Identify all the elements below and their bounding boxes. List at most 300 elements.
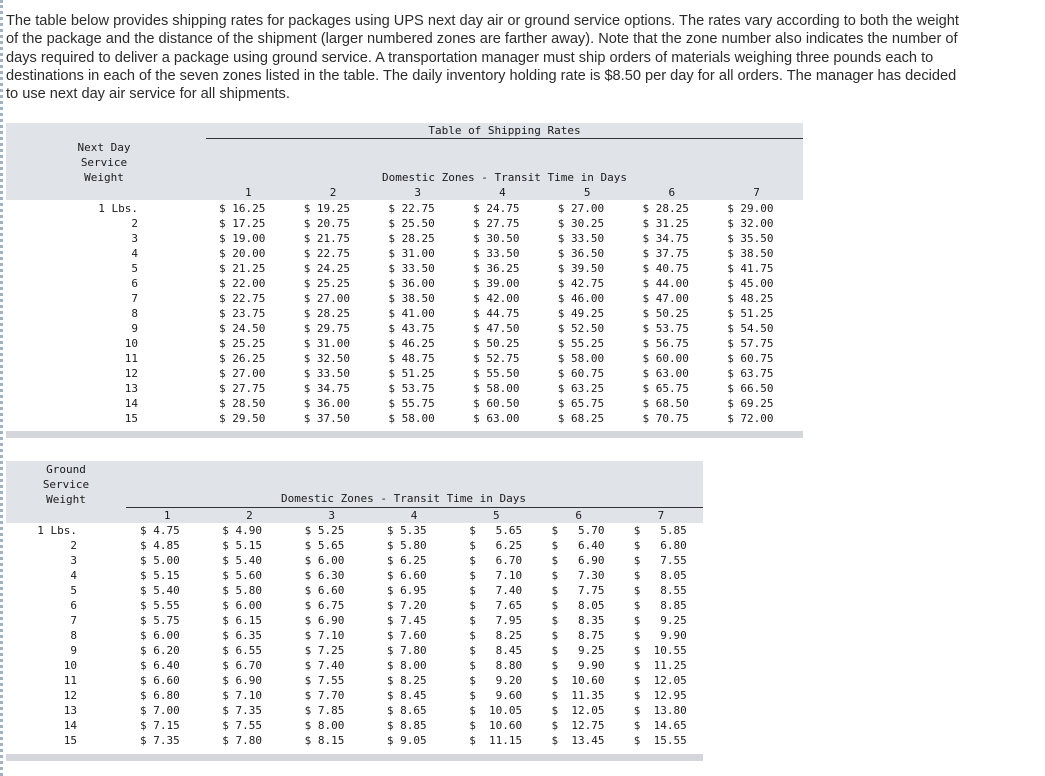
- rate-cell: $ 7.55: [633, 554, 687, 567]
- table-row: [6, 583, 703, 598]
- table-body: [6, 201, 803, 426]
- rate-cell: $ 5.80: [386, 539, 427, 552]
- row-weight-label: 14: [124, 397, 138, 410]
- rate-cell: $ 19.25: [303, 202, 351, 215]
- rate-cell: $ 8.85: [633, 599, 687, 612]
- rate-cell: $ 29.00: [727, 202, 774, 215]
- rate-cell: $ 5.55: [140, 599, 180, 612]
- row-header-line-2: Service: [42, 478, 90, 491]
- row-weight-label: 1 Lbs.: [98, 202, 138, 215]
- rate-cell: $ 8.35: [551, 614, 605, 627]
- rate-cell: $ 15.55: [633, 734, 687, 747]
- rate-cell: $ 5.40: [140, 584, 180, 597]
- rate-cell: $ 7.10: [222, 689, 263, 702]
- rate-cell: $ 28.50: [219, 397, 266, 410]
- table-row: [6, 523, 703, 538]
- row-weight-label: 14: [63, 719, 77, 732]
- row-weight-label: 6: [70, 599, 77, 612]
- row-header-line-1: Ground: [46, 463, 86, 476]
- rate-cell: $ 52.75: [473, 352, 520, 365]
- rate-cell: $ 27.00: [557, 202, 605, 215]
- rate-cell: $ 7.55: [222, 719, 263, 732]
- rate-cell: $ 7.20: [386, 599, 427, 612]
- zone-header-1: 1: [245, 186, 252, 199]
- table-row: [6, 658, 703, 673]
- rate-cell: $ 6.00: [140, 629, 180, 642]
- rate-cell: $ 46.25: [388, 337, 435, 350]
- table-row: [6, 276, 803, 291]
- table-row: [6, 261, 803, 276]
- table-row: [6, 231, 803, 246]
- rate-cell: $ 8.45: [469, 644, 523, 657]
- rate-cell: $ 7.55: [304, 674, 345, 687]
- rate-cell: $ 7.95: [469, 614, 523, 627]
- rate-cell: $ 65.75: [557, 397, 605, 410]
- rate-cell: $ 7.75: [551, 584, 605, 597]
- row-header-line-1: Next Day: [77, 141, 131, 154]
- row-header-line-3: Weight: [84, 171, 124, 184]
- rate-cell: $ 25.25: [303, 277, 351, 290]
- rate-cell: $ 66.50: [727, 382, 774, 395]
- rate-cell: $ 50.25: [642, 307, 689, 320]
- rate-cell: $ 10.55: [633, 644, 687, 657]
- rate-cell: $ 28.25: [642, 202, 689, 215]
- rate-cell: $ 29.75: [303, 322, 351, 335]
- rate-cell: $ 4.90: [222, 524, 263, 537]
- rate-cell: $ 27.75: [473, 217, 520, 230]
- table-row: [6, 568, 703, 583]
- ground-service-rate-table: [6, 461, 703, 761]
- rate-cell: $ 6.00: [304, 554, 345, 567]
- rate-cell: $ 5.35: [386, 524, 427, 537]
- rate-cell: $ 8.05: [633, 569, 687, 582]
- rate-cell: $ 22.75: [219, 292, 266, 305]
- rate-cell: $ 31.00: [388, 247, 435, 260]
- rate-cell: $ 8.05: [551, 599, 605, 612]
- rate-cell: $ 31.25: [642, 217, 689, 230]
- rate-cell: $ 30.25: [557, 217, 605, 230]
- table-row: [6, 351, 803, 366]
- rate-cell: $ 6.70: [469, 554, 523, 567]
- rate-cell: $ 8.25: [469, 629, 523, 642]
- rate-cell: $ 6.80: [633, 539, 687, 552]
- rate-cell: $ 33.50: [557, 232, 605, 245]
- rate-cell: $ 4.75: [140, 524, 180, 537]
- table-row: [6, 321, 803, 336]
- rate-cell: $ 5.85: [633, 524, 687, 537]
- zone-header-row: [206, 185, 803, 200]
- row-header: [64, 140, 144, 185]
- zone-header-4: 4: [499, 186, 506, 199]
- rate-cell: $ 39.00: [473, 277, 520, 290]
- row-weight-label: 7: [70, 614, 77, 627]
- rate-cell: $ 6.25: [469, 539, 523, 552]
- rate-cell: $ 32.50: [303, 352, 351, 365]
- rate-cell: $ 6.35: [222, 629, 263, 642]
- rate-cell: $ 11.35: [551, 689, 605, 702]
- zone-header-5: 5: [493, 509, 500, 522]
- rate-cell: $ 7.70: [304, 689, 345, 702]
- row-weight-label: 12: [124, 367, 138, 380]
- rate-cell: $ 46.00: [557, 292, 605, 305]
- rate-cell: $ 6.40: [551, 539, 605, 552]
- row-weight-label: 8: [70, 629, 77, 642]
- rate-cell: $ 58.00: [557, 352, 605, 365]
- rate-cell: $ 58.00: [388, 412, 435, 425]
- rate-cell: $ 36.00: [388, 277, 435, 290]
- rate-cell: $ 55.75: [388, 397, 435, 410]
- rate-cell: $ 6.60: [304, 584, 345, 597]
- table-row: [6, 366, 803, 381]
- rate-cell: $ 37.75: [642, 247, 689, 260]
- rate-cell: $ 60.50: [473, 397, 520, 410]
- rate-cell: $ 7.80: [386, 644, 427, 657]
- row-weight-label: 5: [131, 262, 138, 275]
- rate-cell: $ 7.35: [222, 704, 263, 717]
- row-weight-label: 13: [124, 382, 138, 395]
- rate-cell: $ 7.45: [386, 614, 427, 627]
- zone-header-6: 6: [668, 186, 676, 199]
- rate-cell: $ 7.80: [222, 734, 263, 747]
- row-weight-label: 2: [70, 539, 77, 552]
- rate-cell: $ 6.40: [140, 659, 180, 672]
- rate-cell: $ 6.80: [140, 689, 180, 702]
- zone-header-1: 1: [163, 509, 171, 522]
- table-row: [6, 538, 703, 553]
- rate-cell: $ 55.50: [473, 367, 520, 380]
- rate-cell: $ 42.75: [557, 277, 605, 290]
- rate-cell: $ 13.80: [633, 704, 687, 717]
- rate-cell: $ 6.60: [140, 674, 180, 687]
- rate-cell: $ 48.25: [727, 292, 774, 305]
- rate-cell: $ 36.00: [303, 397, 351, 410]
- row-weight-label: 1 Lbs.: [37, 524, 77, 537]
- table-row: [6, 628, 703, 643]
- rate-cell: $ 40.75: [642, 262, 689, 275]
- rate-cell: $ 27.00: [303, 292, 351, 305]
- row-header-line-2: Service: [80, 156, 128, 169]
- rate-cell: $ 5.70: [551, 524, 605, 537]
- table-row: [6, 673, 703, 688]
- table-footer-bar: [6, 431, 803, 438]
- rate-cell: $ 6.90: [551, 554, 605, 567]
- rate-cell: $ 60.75: [557, 367, 605, 380]
- rate-cell: $ 5.15: [222, 539, 263, 552]
- rate-cell: $ 5.40: [222, 554, 263, 567]
- rate-cell: $ 16.25: [219, 202, 266, 215]
- rate-cell: $ 9.90: [551, 659, 605, 672]
- rate-cell: $ 9.25: [633, 614, 687, 627]
- zones-title: Domestic Zones - Transit Time in Days: [281, 492, 527, 505]
- rate-cell: $ 54.50: [727, 322, 774, 335]
- rate-cell: $ 51.25: [727, 307, 774, 320]
- rate-cell: $ 8.80: [469, 659, 523, 672]
- rate-cell: $ 5.80: [222, 584, 263, 597]
- table-row: [6, 336, 803, 351]
- rate-cell: $ 30.50: [473, 232, 520, 245]
- zone-header-2: 2: [246, 509, 253, 522]
- rate-cell: $ 69.25: [727, 397, 774, 410]
- table-row: [6, 216, 803, 231]
- row-weight-label: 5: [70, 584, 77, 597]
- rate-cell: $ 6.30: [304, 569, 345, 582]
- rate-cell: $ 9.20: [469, 674, 523, 687]
- table-body: [6, 523, 703, 748]
- table-row: [6, 598, 703, 613]
- rate-cell: $ 53.75: [642, 322, 689, 335]
- rate-cell: $ 6.55: [222, 644, 263, 657]
- rate-cell: $ 58.00: [473, 382, 520, 395]
- rate-cell: $ 29.50: [219, 412, 266, 425]
- zone-header-row: [126, 507, 703, 523]
- zone-header-7: 7: [657, 509, 665, 522]
- rate-cell: $ 50.25: [473, 337, 520, 350]
- row-weight-label: 3: [70, 554, 77, 567]
- row-weight-label: 11: [63, 674, 77, 687]
- rate-cell: $ 27.75: [219, 382, 266, 395]
- rate-cell: $ 49.25: [557, 307, 605, 320]
- rate-cell: $ 60.75: [727, 352, 774, 365]
- rate-cell: $ 20.00: [219, 247, 266, 260]
- rate-cell: $ 35.50: [727, 232, 774, 245]
- rate-cell: $ 36.50: [557, 247, 605, 260]
- rate-cell: $ 7.35: [140, 734, 180, 747]
- rate-cell: $ 12.05: [551, 704, 605, 717]
- row-header-line-3: Weight: [46, 493, 86, 506]
- zone-header-4: 4: [410, 509, 418, 522]
- rate-cell: $ 7.60: [386, 629, 427, 642]
- rate-cell: $ 8.15: [304, 734, 345, 747]
- rate-cell: $ 24.75: [473, 202, 520, 215]
- rate-cell: $ 36.25: [473, 262, 520, 275]
- rate-cell: $ 10.05: [469, 704, 523, 717]
- rate-cell: $ 13.45: [551, 734, 605, 747]
- zone-header-7: 7: [753, 186, 760, 199]
- rate-cell: $ 7.30: [551, 569, 605, 582]
- row-weight-label: 6: [131, 277, 138, 290]
- rate-cell: $ 7.10: [304, 629, 345, 642]
- table-row: [6, 246, 803, 261]
- rate-cell: $ 33.50: [388, 262, 435, 275]
- table-row: [6, 718, 703, 733]
- rate-cell: $ 53.75: [388, 382, 435, 395]
- rate-cell: $ 5.65: [304, 539, 345, 552]
- rate-cell: $ 8.00: [304, 719, 345, 732]
- rate-cell: $ 9.60: [469, 689, 523, 702]
- table-row: [6, 201, 803, 216]
- rate-cell: $ 63.00: [642, 367, 689, 380]
- rate-cell: $ 68.25: [557, 412, 605, 425]
- rate-cell: $ 28.25: [388, 232, 435, 245]
- rate-cell: $ 10.60: [551, 674, 605, 687]
- rate-cell: $ 8.65: [386, 704, 427, 717]
- rate-cell: $ 27.00: [219, 367, 266, 380]
- rate-cell: $ 45.00: [727, 277, 774, 290]
- row-weight-label: 8: [131, 307, 138, 320]
- rate-cell: $ 63.00: [473, 412, 520, 425]
- rate-cell: $ 21.75: [303, 232, 351, 245]
- rate-cell: $ 56.75: [642, 337, 689, 350]
- rate-cell: $ 52.50: [557, 322, 605, 335]
- rate-cell: $ 72.00: [727, 412, 774, 425]
- rate-cell: $ 8.55: [633, 584, 687, 597]
- rate-cell: $ 6.75: [304, 599, 345, 612]
- rate-cell: $ 6.90: [304, 614, 345, 627]
- rate-cell: $ 65.75: [642, 382, 689, 395]
- rate-cell: $ 7.40: [304, 659, 345, 672]
- row-weight-label: 4: [131, 247, 138, 260]
- table-row: [6, 733, 703, 748]
- rate-cell: $ 7.15: [140, 719, 180, 732]
- rate-cell: $ 6.15: [222, 614, 263, 627]
- zone-header-6: 6: [575, 509, 582, 522]
- rate-cell: $ 9.90: [633, 629, 687, 642]
- rate-cell: $ 24.25: [303, 262, 351, 275]
- rate-cell: $ 19.00: [219, 232, 266, 245]
- rate-cell: $ 11.15: [469, 734, 523, 747]
- rate-cell: $ 20.75: [303, 217, 351, 230]
- rate-cell: $ 6.00: [222, 599, 263, 612]
- table-footer-bar: [6, 754, 703, 761]
- table-row: [6, 291, 803, 306]
- zone-header-3: 3: [328, 509, 336, 522]
- rate-cell: $ 4.85: [140, 539, 180, 552]
- zone-header-5: 5: [583, 186, 591, 199]
- rate-cell: $ 8.25: [386, 674, 427, 687]
- table-row: [6, 396, 803, 411]
- row-weight-label: 2: [131, 217, 138, 230]
- rate-cell: $ 51.25: [388, 367, 435, 380]
- table-row: [6, 381, 803, 396]
- table-row: [6, 613, 703, 628]
- rate-cell: $ 43.75: [388, 322, 435, 335]
- row-weight-label: 11: [124, 352, 138, 365]
- rate-cell: $ 7.00: [140, 704, 180, 717]
- rate-cell: $ 26.25: [219, 352, 266, 365]
- rate-cell: $ 9.05: [386, 734, 427, 747]
- rate-cell: $ 8.00: [386, 659, 427, 672]
- rate-cell: $ 5.15: [140, 569, 180, 582]
- rate-cell: $ 7.10: [469, 569, 523, 582]
- zone-header-3: 3: [414, 186, 422, 199]
- zones-title: Domestic Zones - Transit Time in Days: [381, 171, 628, 184]
- rate-cell: $ 68.50: [642, 397, 689, 410]
- rate-cell: $ 8.45: [386, 689, 427, 702]
- rate-cell: $ 25.50: [388, 217, 435, 230]
- rate-cell: $ 14.65: [633, 719, 687, 732]
- rate-cell: $ 47.00: [642, 292, 689, 305]
- rate-cell: $ 7.40: [469, 584, 523, 597]
- rate-cell: $ 34.75: [303, 382, 351, 395]
- rate-cell: $ 21.25: [219, 262, 266, 275]
- rate-cell: $ 63.75: [727, 367, 774, 380]
- rate-cell: $ 6.20: [140, 644, 180, 657]
- rate-cell: $ 41.75: [727, 262, 774, 275]
- rate-cell: $ 5.65: [469, 524, 523, 537]
- rate-cell: $ 22.00: [219, 277, 266, 290]
- row-weight-label: 10: [124, 337, 138, 350]
- rate-cell: $ 8.75: [551, 629, 605, 642]
- rate-cell: $ 63.25: [557, 382, 605, 395]
- row-weight-label: 7: [131, 292, 138, 305]
- rate-cell: $ 32.00: [727, 217, 774, 230]
- rate-cell: $ 5.00: [140, 554, 180, 567]
- rate-cell: $ 24.50: [219, 322, 266, 335]
- rate-cell: $ 23.75: [219, 307, 266, 320]
- rate-cell: $ 5.75: [140, 614, 180, 627]
- rate-cell: $ 48.75: [388, 352, 435, 365]
- row-weight-label: 13: [63, 704, 77, 717]
- rate-cell: $ 42.00: [473, 292, 520, 305]
- rate-cell: $ 17.25: [219, 217, 266, 230]
- rate-cell: $ 31.00: [303, 337, 351, 350]
- rate-cell: $ 6.60: [386, 569, 427, 582]
- rate-cell: $ 33.50: [473, 247, 520, 260]
- rate-cell: $ 37.50: [303, 412, 351, 425]
- rate-cell: $ 11.25: [633, 659, 687, 672]
- rate-cell: $ 7.85: [304, 704, 345, 717]
- rate-cell: $ 39.50: [557, 262, 605, 275]
- rate-cell: $ 6.90: [222, 674, 263, 687]
- row-weight-label: 9: [70, 644, 77, 657]
- rate-cell: $ 5.25: [304, 524, 345, 537]
- row-weight-label: 10: [63, 659, 77, 672]
- rate-cell: $ 47.50: [473, 322, 520, 335]
- rate-cell: $ 28.25: [303, 307, 351, 320]
- table-row: [6, 411, 803, 426]
- row-weight-label: 9: [131, 322, 138, 335]
- rate-cell: $ 44.75: [473, 307, 520, 320]
- rate-cell: $ 6.70: [222, 659, 263, 672]
- rate-cell: $ 9.25: [551, 644, 605, 657]
- row-header: [20, 462, 112, 507]
- rate-cell: $ 10.60: [469, 719, 523, 732]
- rate-cell: $ 34.75: [642, 232, 689, 245]
- table-row: [6, 688, 703, 703]
- rate-cell: $ 12.75: [551, 719, 605, 732]
- row-weight-label: 15: [124, 412, 138, 425]
- rate-cell: $ 57.75: [727, 337, 774, 350]
- rate-cell: $ 5.60: [222, 569, 263, 582]
- rate-cell: $ 38.50: [388, 292, 435, 305]
- zone-header-2: 2: [329, 186, 337, 199]
- rate-cell: $ 44.00: [642, 277, 689, 290]
- rate-cell: $ 60.00: [642, 352, 689, 365]
- rate-cell: $ 70.75: [642, 412, 689, 425]
- row-weight-label: 3: [131, 232, 138, 245]
- rate-cell: $ 6.25: [386, 554, 427, 567]
- row-weight-label: 12: [63, 689, 77, 702]
- rate-cell: $ 33.50: [303, 367, 351, 380]
- next-day-air-rate-table: [6, 123, 803, 438]
- rate-cell: $ 12.95: [633, 689, 687, 702]
- rate-cell: $ 38.50: [727, 247, 774, 260]
- rate-cell: $ 12.05: [633, 674, 687, 687]
- table-row: [6, 643, 703, 658]
- row-weight-label: 15: [63, 734, 77, 747]
- rate-cell: $ 22.75: [303, 247, 351, 260]
- rate-cell: $ 8.85: [386, 719, 427, 732]
- rate-cell: $ 7.65: [469, 599, 523, 612]
- rate-cell: $ 6.95: [386, 584, 427, 597]
- row-weight-label: 4: [70, 569, 77, 582]
- table-row: [6, 703, 703, 718]
- rate-cell: $ 22.75: [388, 202, 435, 215]
- table-row: [6, 306, 803, 321]
- table-caption: Table of Shipping Rates: [206, 123, 803, 139]
- table-row: [6, 553, 703, 568]
- rate-cell: $ 7.25: [304, 644, 345, 657]
